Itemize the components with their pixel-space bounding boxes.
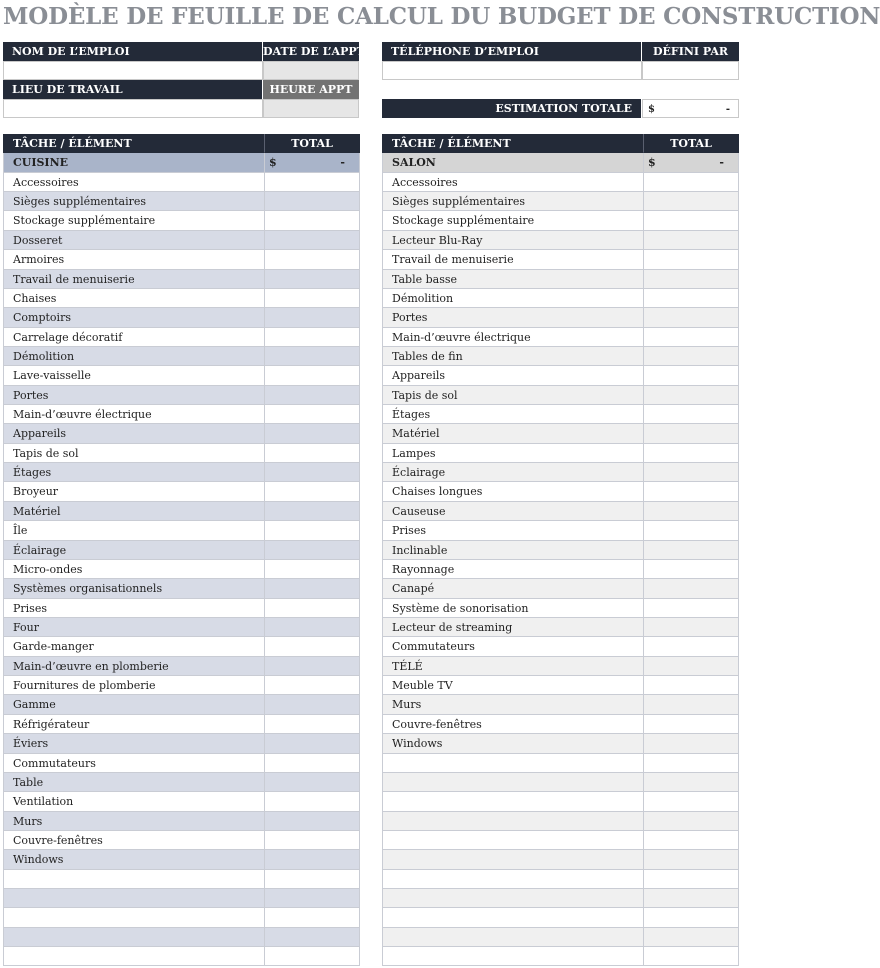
table-row	[382, 850, 739, 869]
item-total-cell[interactable]	[264, 366, 360, 385]
item-total-cell[interactable]	[264, 502, 360, 521]
table-row	[382, 231, 739, 250]
appt-date-header: DATE DE L’APPT	[263, 42, 359, 61]
item-name-cell[interactable]: Éviers	[3, 734, 264, 753]
item-name-cell[interactable]: Causeuse	[382, 502, 643, 521]
item-name-cell[interactable]: Windows	[3, 850, 264, 869]
item-name-cell[interactable]: Main-d’œuvre électrique	[3, 405, 264, 424]
item-name-cell[interactable]: Étages	[382, 405, 643, 424]
item-total-cell[interactable]	[264, 831, 360, 850]
item-name-cell[interactable]: Murs	[3, 812, 264, 831]
item-name-cell[interactable]	[382, 754, 643, 773]
table-row	[382, 831, 739, 850]
table-row	[382, 502, 739, 521]
total-estimate-currency: $	[648, 104, 655, 115]
table-row	[382, 792, 739, 811]
item-total-cell[interactable]	[264, 850, 360, 869]
table-row	[382, 773, 739, 792]
table-row	[3, 812, 360, 831]
table-row	[3, 715, 360, 734]
table-row	[3, 405, 360, 424]
item-name-cell[interactable]: Chaises	[3, 289, 264, 308]
item-total-cell[interactable]	[264, 289, 360, 308]
item-total-cell[interactable]	[264, 386, 360, 405]
table-row	[3, 308, 360, 327]
item-total-cell[interactable]	[643, 502, 739, 521]
item-total-cell[interactable]	[643, 250, 739, 269]
item-total-cell[interactable]	[264, 250, 360, 269]
section-total	[643, 153, 739, 172]
table-row	[3, 173, 360, 192]
item-total-cell[interactable]	[264, 657, 360, 676]
item-name-cell[interactable]: Inclinable	[382, 541, 643, 560]
item-name-cell[interactable]: Lampes	[382, 444, 643, 463]
item-total-cell[interactable]	[643, 386, 739, 405]
item-name-cell[interactable]: Systèmes organisationnels	[3, 579, 264, 598]
item-name-cell[interactable]: Commutateurs	[3, 754, 264, 773]
item-name-cell[interactable]: Couvre-fenêtres	[3, 831, 264, 850]
item-name-cell[interactable]: Appareils	[3, 424, 264, 443]
item-total-cell[interactable]	[264, 928, 360, 947]
table-row	[382, 908, 739, 927]
item-total-cell[interactable]	[643, 870, 739, 889]
job-name-input[interactable]	[3, 61, 263, 80]
table-row	[3, 637, 360, 656]
item-name-cell[interactable]: Dosseret	[3, 231, 264, 250]
table-row	[382, 482, 739, 501]
item-name-cell[interactable]: Murs	[382, 695, 643, 714]
item-name-cell[interactable]	[382, 831, 643, 850]
table-row	[3, 676, 360, 695]
table-row	[382, 173, 739, 192]
table-row	[382, 424, 739, 443]
item-total-cell[interactable]	[643, 947, 739, 966]
table-row	[3, 831, 360, 850]
table-row	[382, 618, 739, 637]
item-total-cell[interactable]	[264, 405, 360, 424]
table-row	[3, 695, 360, 714]
item-name-cell[interactable]	[3, 870, 264, 889]
item-total-cell[interactable]	[264, 599, 360, 618]
total-estimate-header: ESTIMATION TOTALE	[382, 99, 641, 118]
item-name-cell[interactable]	[3, 928, 264, 947]
total-estimate-amount: -	[725, 104, 730, 115]
table-row	[3, 734, 360, 753]
item-total-cell[interactable]	[643, 579, 739, 598]
item-name-cell[interactable]: Micro-ondes	[3, 560, 264, 579]
section-label: CUISINE	[3, 153, 264, 172]
item-total-cell[interactable]	[643, 754, 739, 773]
item-name-cell[interactable]	[382, 773, 643, 792]
item-total-cell[interactable]	[643, 889, 739, 908]
item-total-cell[interactable]	[643, 715, 739, 734]
total-estimate-value	[642, 99, 739, 118]
item-name-cell[interactable]: Tapis de sol	[382, 386, 643, 405]
table-row	[382, 715, 739, 734]
table-row	[3, 773, 360, 792]
table-row	[3, 579, 360, 598]
item-total-cell[interactable]	[643, 289, 739, 308]
table-row	[382, 947, 739, 966]
item-name-cell[interactable]: Accessoires	[3, 173, 264, 192]
item-name-cell[interactable]: Sièges supplémentaires	[3, 192, 264, 211]
total-column-header: TOTAL	[643, 134, 739, 153]
table-row	[3, 870, 360, 889]
item-total-cell[interactable]	[264, 231, 360, 250]
item-name-cell[interactable]: Garde-manger	[3, 637, 264, 656]
item-name-cell[interactable]: Meuble TV	[382, 676, 643, 695]
table-row	[382, 599, 739, 618]
item-total-cell[interactable]	[643, 599, 739, 618]
item-name-cell[interactable]	[382, 908, 643, 927]
item-total-cell[interactable]	[264, 444, 360, 463]
item-name-cell[interactable]	[382, 812, 643, 831]
living-room-table-header	[382, 134, 739, 153]
table-row	[3, 947, 360, 966]
item-total-cell[interactable]	[643, 463, 739, 482]
item-total-cell[interactable]	[264, 270, 360, 289]
item-name-cell[interactable]: Tapis de sol	[3, 444, 264, 463]
table-row	[382, 405, 739, 424]
item-name-cell[interactable]: Travail de menuiserie	[3, 270, 264, 289]
table-row	[3, 521, 360, 540]
item-name-cell[interactable]: Stockage supplémentaire	[3, 211, 264, 230]
item-name-cell[interactable]: Armoires	[3, 250, 264, 269]
item-name-cell[interactable]: Canapé	[382, 579, 643, 598]
item-name-cell[interactable]: Éclairage	[3, 541, 264, 560]
item-total-cell[interactable]	[264, 792, 360, 811]
item-total-cell[interactable]	[264, 482, 360, 501]
item-name-cell[interactable]: Prises	[3, 599, 264, 618]
item-total-cell[interactable]	[264, 676, 360, 695]
table-row	[3, 560, 360, 579]
table-row	[382, 676, 739, 695]
item-total-cell[interactable]	[643, 192, 739, 211]
table-row	[3, 928, 360, 947]
table-row	[3, 231, 360, 250]
item-total-cell[interactable]	[264, 424, 360, 443]
section-label: SALON	[382, 153, 643, 172]
table-row	[382, 637, 739, 656]
task-column-header: TÂCHE / ÉLÉMENT	[382, 134, 643, 153]
section-currency: $	[648, 156, 656, 170]
section-currency: $	[269, 156, 277, 170]
table-row	[382, 560, 739, 579]
table-row	[3, 463, 360, 482]
item-total-cell[interactable]	[643, 328, 739, 347]
table-row	[382, 579, 739, 598]
table-row	[3, 657, 360, 676]
item-total-cell[interactable]	[264, 734, 360, 753]
table-row	[382, 289, 739, 308]
item-total-cell[interactable]	[264, 812, 360, 831]
table-row	[382, 541, 739, 560]
item-name-cell[interactable]: Fournitures de plomberie	[3, 676, 264, 695]
table-row	[382, 521, 739, 540]
appt-date-input[interactable]	[263, 61, 359, 80]
item-name-cell[interactable]	[382, 889, 643, 908]
table-row	[382, 366, 739, 385]
table-row	[3, 908, 360, 927]
table-row	[382, 250, 739, 269]
item-name-cell[interactable]: Table	[3, 773, 264, 792]
item-total-cell[interactable]	[264, 908, 360, 927]
living-room-section-row	[382, 153, 739, 172]
item-total-cell[interactable]	[643, 444, 739, 463]
section-amount: -	[340, 156, 345, 170]
item-name-cell[interactable]: Appareils	[382, 366, 643, 385]
item-total-cell[interactable]	[264, 328, 360, 347]
item-name-cell[interactable]: Main-d’œuvre électrique	[382, 328, 643, 347]
item-name-cell[interactable]: Portes	[3, 386, 264, 405]
item-total-cell[interactable]	[264, 192, 360, 211]
section-amount: -	[719, 156, 724, 170]
table-row	[3, 250, 360, 269]
item-total-cell[interactable]	[264, 541, 360, 560]
item-total-cell[interactable]	[643, 211, 739, 230]
item-name-cell[interactable]	[382, 870, 643, 889]
item-name-cell[interactable]	[3, 889, 264, 908]
job-phone-input[interactable]	[382, 61, 642, 80]
table-row	[382, 734, 739, 753]
item-total-cell[interactable]	[643, 308, 739, 327]
item-name-cell[interactable]: Démolition	[3, 347, 264, 366]
table-row	[382, 328, 739, 347]
item-total-cell[interactable]	[643, 908, 739, 927]
item-name-cell[interactable]: Lecteur de streaming	[382, 618, 643, 637]
table-row	[3, 482, 360, 501]
item-name-cell[interactable]: Portes	[382, 308, 643, 327]
item-name-cell[interactable]	[382, 792, 643, 811]
item-total-cell[interactable]	[264, 773, 360, 792]
table-row	[3, 618, 360, 637]
table-row	[3, 211, 360, 230]
item-name-cell[interactable]: Gamme	[3, 695, 264, 714]
item-name-cell[interactable]: Étages	[3, 463, 264, 482]
item-total-cell[interactable]	[643, 560, 739, 579]
item-name-cell[interactable]: Éclairage	[382, 463, 643, 482]
item-total-cell[interactable]	[643, 347, 739, 366]
item-total-cell[interactable]	[264, 889, 360, 908]
table-row	[382, 928, 739, 947]
table-row	[3, 424, 360, 443]
item-total-cell[interactable]	[643, 850, 739, 869]
appt-time-header: HEURE APPT	[263, 80, 359, 99]
item-name-cell[interactable]: Matériel	[3, 502, 264, 521]
item-total-cell[interactable]	[264, 754, 360, 773]
item-name-cell[interactable]: Windows	[382, 734, 643, 753]
table-row	[382, 812, 739, 831]
item-total-cell[interactable]	[643, 424, 739, 443]
table-row	[3, 754, 360, 773]
item-name-cell[interactable]: Chaises longues	[382, 482, 643, 501]
page-title: MODÈLE DE FEUILLE DE CALCUL DU BUDGET DE CONSTRUCTION	[3, 3, 880, 30]
kitchen-table	[3, 134, 360, 966]
item-name-cell[interactable]: Lave-vaisselle	[3, 366, 264, 385]
item-total-cell[interactable]	[264, 211, 360, 230]
table-row	[3, 192, 360, 211]
total-column-header: TOTAL	[264, 134, 360, 153]
item-name-cell[interactable]: Ventilation	[3, 792, 264, 811]
table-row	[3, 889, 360, 908]
table-row	[382, 657, 739, 676]
item-name-cell[interactable]: Stockage supplémentaire	[382, 211, 643, 230]
item-name-cell[interactable]: Main-d’œuvre en plomberie	[3, 657, 264, 676]
item-total-cell[interactable]	[264, 618, 360, 637]
table-row	[3, 289, 360, 308]
item-name-cell[interactable]: Système de sonorisation	[382, 599, 643, 618]
item-total-cell[interactable]	[643, 482, 739, 501]
defined-by-input[interactable]	[642, 61, 739, 80]
table-row	[382, 270, 739, 289]
item-total-cell[interactable]	[643, 173, 739, 192]
table-row	[3, 328, 360, 347]
item-name-cell[interactable]: Travail de menuiserie	[382, 250, 643, 269]
item-total-cell[interactable]	[264, 579, 360, 598]
appt-time-input[interactable]	[263, 99, 359, 118]
item-name-cell[interactable]: Tables de fin	[382, 347, 643, 366]
job-phone-header: TÉLÉPHONE D’EMPLOI	[382, 42, 641, 61]
item-total-cell[interactable]	[643, 366, 739, 385]
item-total-cell[interactable]	[264, 521, 360, 540]
item-total-cell[interactable]	[643, 541, 739, 560]
table-row	[382, 308, 739, 327]
table-row	[3, 792, 360, 811]
table-row	[382, 444, 739, 463]
table-row	[3, 850, 360, 869]
item-name-cell[interactable]: Broyeur	[3, 482, 264, 501]
table-row	[3, 599, 360, 618]
table-row	[382, 211, 739, 230]
kitchen-section-row	[3, 153, 360, 172]
table-row	[382, 192, 739, 211]
item-total-cell[interactable]	[643, 637, 739, 656]
item-total-cell[interactable]	[264, 173, 360, 192]
item-name-cell[interactable]: Rayonnage	[382, 560, 643, 579]
item-total-cell[interactable]	[643, 657, 739, 676]
section-total	[264, 153, 360, 172]
item-total-cell[interactable]	[643, 812, 739, 831]
item-total-cell[interactable]	[264, 463, 360, 482]
kitchen-table-header	[3, 134, 360, 153]
table-row	[3, 270, 360, 289]
item-total-cell[interactable]	[264, 695, 360, 714]
defined-by-header: DÉFINI PAR	[642, 42, 739, 61]
item-total-cell[interactable]	[643, 676, 739, 695]
job-location-input[interactable]	[3, 99, 263, 118]
item-name-cell[interactable]	[3, 908, 264, 927]
table-row	[382, 347, 739, 366]
item-total-cell[interactable]	[264, 870, 360, 889]
living-room-table	[382, 134, 739, 966]
item-name-cell[interactable]	[382, 928, 643, 947]
table-row	[3, 366, 360, 385]
item-name-cell[interactable]: TÉLÉ	[382, 657, 643, 676]
item-total-cell[interactable]	[643, 695, 739, 714]
item-name-cell[interactable]	[382, 947, 643, 966]
item-name-cell[interactable]: Four	[3, 618, 264, 637]
table-row	[382, 386, 739, 405]
table-row	[3, 502, 360, 521]
item-name-cell[interactable]: Démolition	[382, 289, 643, 308]
item-total-cell[interactable]	[264, 715, 360, 734]
item-name-cell[interactable]	[382, 850, 643, 869]
table-row	[382, 754, 739, 773]
table-row	[382, 870, 739, 889]
item-name-cell[interactable]: Commutateurs	[382, 637, 643, 656]
item-name-cell[interactable]: Comptoirs	[3, 308, 264, 327]
item-total-cell[interactable]	[264, 637, 360, 656]
job-location-header: LIEU DE TRAVAIL	[3, 80, 262, 99]
table-row	[3, 541, 360, 560]
table-row	[3, 347, 360, 366]
item-name-cell[interactable]: Île	[3, 521, 264, 540]
job-name-header: NOM DE L’EMPLOI	[3, 42, 262, 61]
item-name-cell[interactable]: Table basse	[382, 270, 643, 289]
task-column-header: TÂCHE / ÉLÉMENT	[3, 134, 264, 153]
item-name-cell[interactable]: Matériel	[382, 424, 643, 443]
item-name-cell[interactable]: Prises	[382, 521, 643, 540]
item-total-cell[interactable]	[643, 928, 739, 947]
item-name-cell[interactable]: Sièges supplémentaires	[382, 192, 643, 211]
table-row	[3, 386, 360, 405]
item-total-cell[interactable]	[643, 734, 739, 753]
item-total-cell[interactable]	[643, 405, 739, 424]
item-total-cell[interactable]	[643, 831, 739, 850]
item-total-cell[interactable]	[264, 347, 360, 366]
table-row	[3, 444, 360, 463]
item-name-cell[interactable]: Couvre-fenêtres	[382, 715, 643, 734]
table-row	[382, 889, 739, 908]
item-total-cell[interactable]	[264, 947, 360, 966]
item-name-cell[interactable]: Lecteur Blu-Ray	[382, 231, 643, 250]
item-name-cell[interactable]	[3, 947, 264, 966]
item-name-cell[interactable]: Carrelage décoratif	[3, 328, 264, 347]
item-name-cell[interactable]: Réfrigérateur	[3, 715, 264, 734]
item-name-cell[interactable]: Accessoires	[382, 173, 643, 192]
table-row	[382, 463, 739, 482]
item-total-cell[interactable]	[643, 521, 739, 540]
item-total-cell[interactable]	[643, 270, 739, 289]
table-row	[382, 695, 739, 714]
item-total-cell[interactable]	[643, 231, 739, 250]
item-total-cell[interactable]	[643, 618, 739, 637]
item-total-cell[interactable]	[643, 773, 739, 792]
item-total-cell[interactable]	[264, 308, 360, 327]
item-total-cell[interactable]	[643, 792, 739, 811]
item-total-cell[interactable]	[264, 560, 360, 579]
